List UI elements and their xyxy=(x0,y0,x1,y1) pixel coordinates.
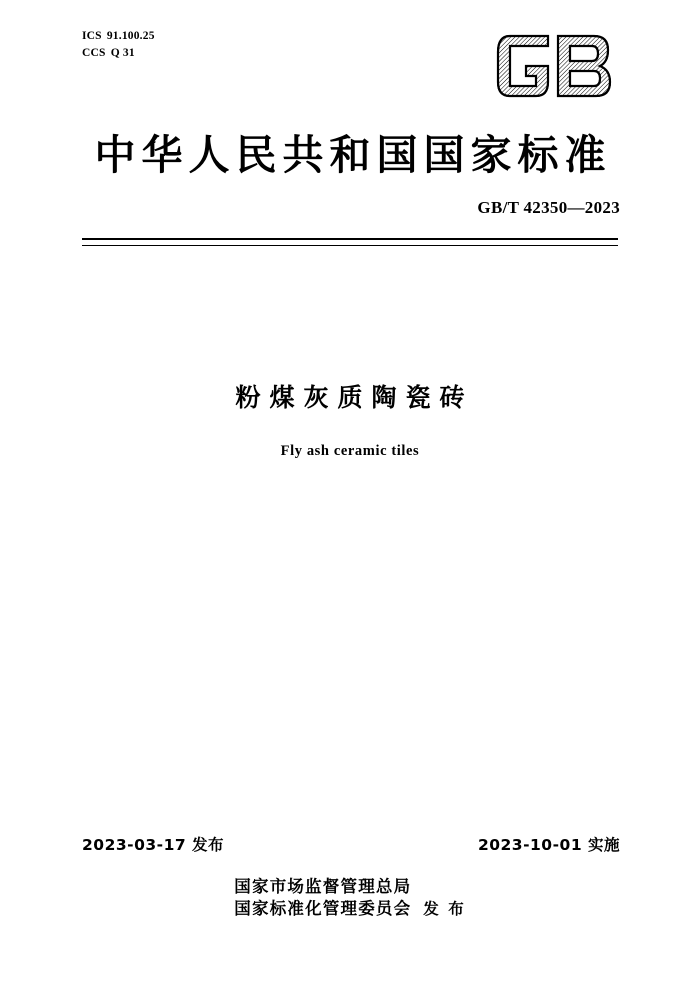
ics-code-line xyxy=(82,28,155,45)
ics-label: ICS xyxy=(82,30,102,42)
divider-thick xyxy=(82,238,618,240)
issuer-line-1: 国家市场监督管理总局 xyxy=(234,877,412,896)
divider-thin xyxy=(82,245,618,246)
gb-logo-icon xyxy=(492,30,622,102)
issuer-block xyxy=(0,876,700,921)
issuer-line-2: 国家标准化管理委员会 xyxy=(234,899,412,919)
ccs-value: Q 31 xyxy=(110,46,135,59)
ccs-label: CCS xyxy=(82,46,106,59)
document-title-cn: 粉煤灰质陶瓷砖 xyxy=(235,383,474,412)
implementation-date: 2023-10-01 实施 xyxy=(477,836,620,854)
ics-value: 91.100.25 xyxy=(106,30,155,42)
document-title-en: Fly ash ceramic tiles xyxy=(280,443,420,459)
ccs-code-line xyxy=(82,45,155,62)
standard-number: GB/T 42350—2023 xyxy=(477,198,620,217)
publish-label: 发 布 xyxy=(423,899,466,918)
issuer-names xyxy=(234,876,411,921)
classification-codes xyxy=(82,28,155,61)
page-title: 中华人民共和国国家标准 xyxy=(94,131,612,179)
issue-date: 2023-03-17 发布 xyxy=(82,836,225,854)
